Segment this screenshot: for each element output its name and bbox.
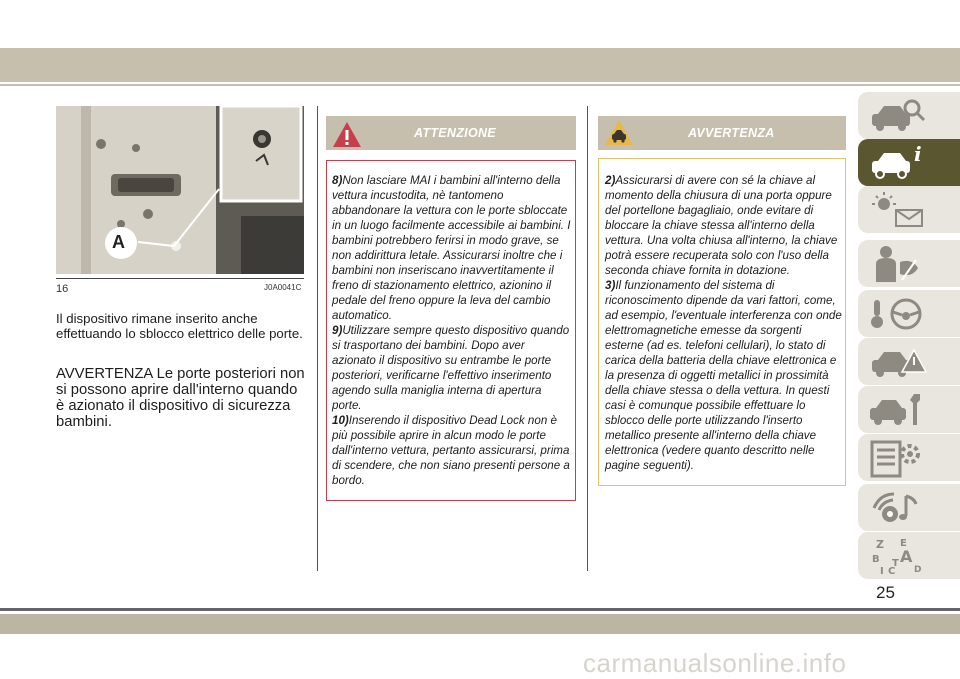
svg-text:A: A [900,547,913,566]
attenzione-header [326,116,576,150]
footer-band [0,614,960,634]
tab-car-search[interactable] [858,92,960,139]
multimedia-icon [866,488,930,528]
car-search-icon [866,96,930,136]
tab-technical-data[interactable] [858,434,960,481]
tab-multimedia[interactable] [858,484,960,531]
item-number: 8) [332,174,343,187]
footer-rule [0,608,960,611]
item-text: Assicurarsi di avere con sé la chiave al momento della chiusura di una porta oppure del portellone bagagliaio, onde evitare di bloccare la chiave stessa all'interno della vettura. Una volta chiusa all'interno, la chiave potrà essere recuperata solo con l'uso della seconda chiave fornita in dotazione. [605,174,838,277]
tab-maintenance[interactable] [858,386,960,433]
avvertenza-item [605,173,843,278]
tab-driving[interactable] [858,290,960,337]
page-number: 25 [876,583,895,602]
avvertenza-box [598,158,846,486]
item-number: 2) [605,174,616,187]
svg-text:I: I [880,566,884,576]
attenzione-item [332,323,571,413]
watermark: carmanualsonline.info [583,648,847,678]
svg-text:i: i [914,143,922,166]
car-emergency-icon [866,342,930,382]
attenzione-title: ATTENZIONE [414,126,496,140]
avvertenza-title: AVVERTENZA [688,126,775,140]
caption-rule [56,278,304,279]
avvertenza-header [598,116,846,150]
warning-triangle-icon [332,120,362,150]
item-number: 3) [605,279,616,292]
warning-lights-icon [866,190,930,230]
attenzione-item [332,413,571,488]
attenzione-item [332,173,571,323]
svg-text:C: C [888,566,896,576]
alphabetical-index-icon [866,536,930,576]
body-paragraph-2: AVVERTENZA Le porte posteriori non si possono aprire dall'interno quando è azionato il dispositivo di sicurezza bambini. [56,366,305,430]
item-text: Il funzionamento del sistema di riconoscimento dipende da vari fattori, come, ad esempio, l'eventuale interferenza con onde elettromagnetiche emesse da sorgenti esterne (ad es. telefoni cellulari), lo stato di carica della batteria della chiave elettronica e la presenza di oggetti metallici in prossimità della chiave stessa o della vettura. In questi casi è comunque possibile effettuare lo sblocco delle porte utilizzando l'inserto metallico presente all'interno della chiave elettronica (vedere quanto descritto nelle pagine seguenti). [605,279,842,472]
header-rule [0,84,960,86]
door-lock-photo [56,106,304,274]
body-paragraph-1: Il dispositivo rimane inserito anche effettuando lo sblocco elettrico delle porte. [56,311,303,341]
tab-index[interactable] [858,532,960,579]
item-text: Utilizzare sempre questo dispositivo quando si trasportano dei bambini. Dopo aver azionato il dispositivo su entrambe le porte posteriori, verificarne l'effettivo inserimento agendo sulla maniglia interna di apertura porte. [332,324,570,412]
column-divider-2 [587,106,588,571]
car-maintenance-icon [866,390,930,430]
svg-text:T: T [892,558,899,569]
item-number: 10) [332,414,349,427]
column-divider-1 [317,106,318,571]
attenzione-box [326,160,576,501]
figure-number: 16 [56,283,69,295]
svg-text:E: E [900,538,907,549]
car-info-icon [866,143,930,183]
svg-text:Z: Z [876,538,884,551]
steering-wheel-icon [866,294,930,334]
svg-text:D: D [914,565,922,575]
callout-label: A [112,232,125,252]
header-band [0,48,960,82]
item-text: Non lasciare MAI i bambini all'interno della vettura incustodita, nè tantomeno abbandonare la vettura con le porte sbloccate in un luogo facilmente accessibile ai bambini. I bambini potrebbero ferirsi in modo grave, se non addirittura letale. Assicurarsi inoltre che i bambini non inseriscano inavvertitamente il freno di stazionamento elettrico, azionino il pedale del freno oppure la leva del cambio automatico. [332,174,571,322]
tab-emergency[interactable] [858,338,960,385]
tab-car-info[interactable] [858,139,960,186]
car-caution-icon [604,118,634,148]
technical-data-icon [866,438,930,478]
figure-code: J0A0041C [264,283,302,292]
item-number: 9) [332,324,343,337]
avvertenza-item [605,278,843,473]
safety-airbag-icon [866,244,930,284]
tab-safety[interactable] [858,240,960,287]
tab-warning-lights[interactable] [858,186,960,233]
svg-text:B: B [872,554,880,565]
item-text: Inserendo il dispositivo Dead Lock non è più possibile aprire in alcun modo le porte dall'interno vettura, pertanto assicurarsi, prima di scendere, che non siano presenti persone a bordo. [332,414,570,487]
